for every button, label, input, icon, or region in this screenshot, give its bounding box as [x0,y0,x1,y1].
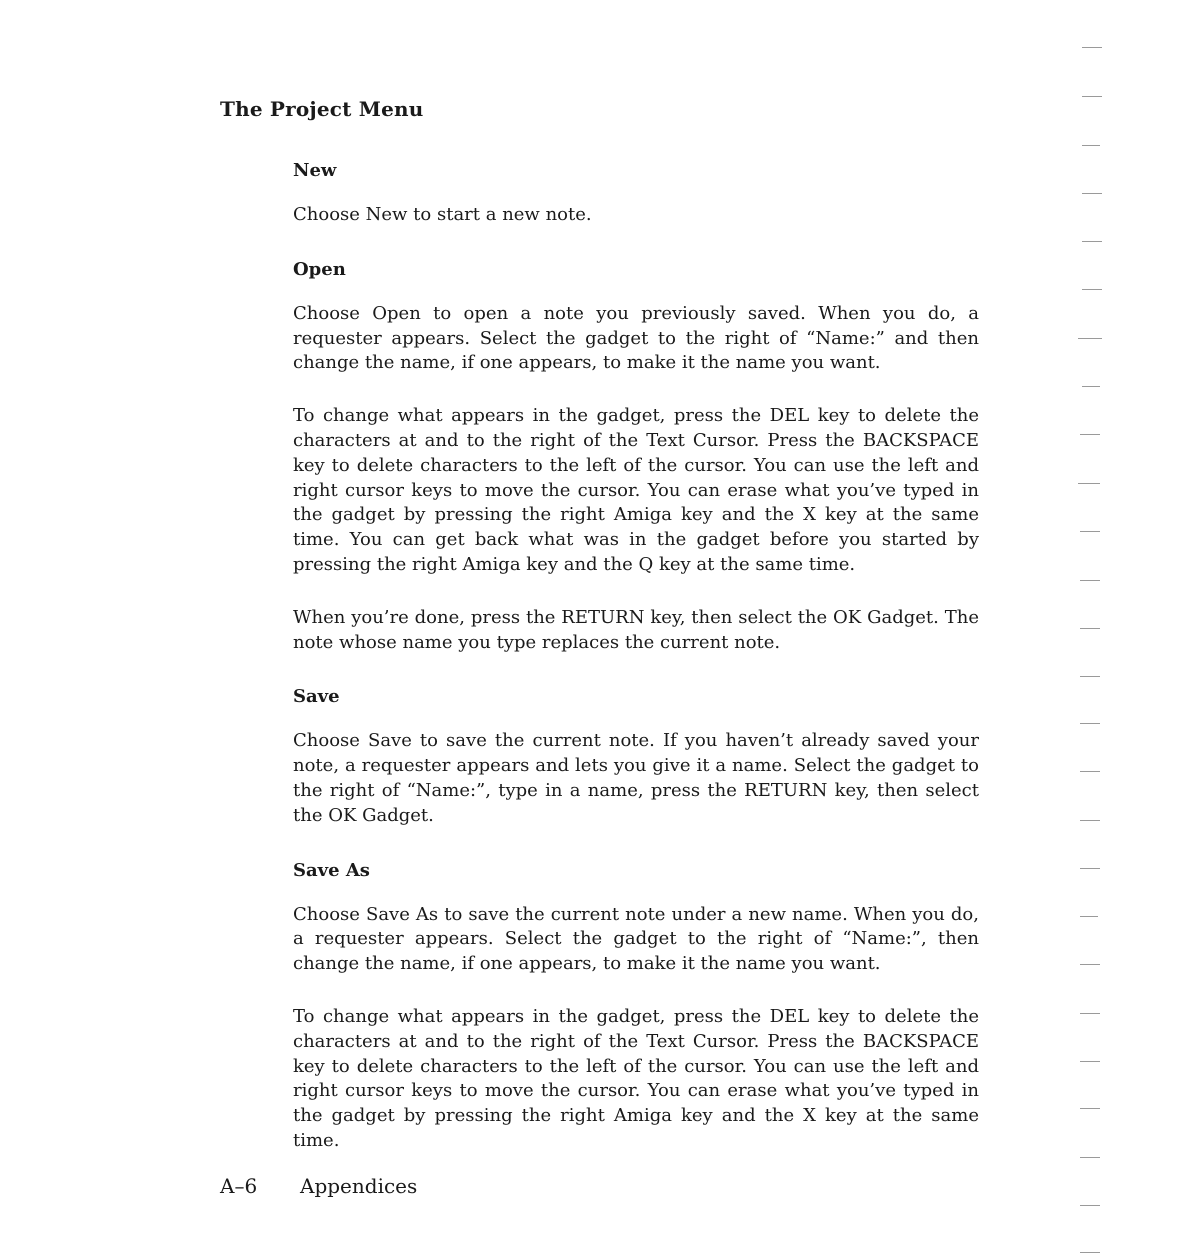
paragraph: To change what appears in the gadget, press the DEL key to delete the characters at and to the right of the Text Cursor. Press the BACKSPACE key to delete characters to the left of the cursor. You can use the left and right cursor keys to move the cursor. You can erase what you’ve typed in the gadget by pressing the right Amiga key and the X key at the same time. [293,1005,979,1151]
edge-mark [1080,723,1100,724]
edge-mark [1080,820,1100,821]
paragraph: Choose Save As to save the current note under a new name. When you do, a requester appears. Select the gadget to the right of “Name:”, then change the name, if one appears, to make it the name you want. [293,903,979,975]
edge-mark [1080,1157,1100,1158]
edge-mark [1082,47,1102,48]
edge-mark [1082,145,1100,146]
page-footer [220,1174,417,1198]
paragraph: To change what appears in the gadget, press the DEL key to delete the characters at and to the right of the Text Cursor. Press the BACKSPACE key to delete characters to the left of the cursor. You can use the left and right cursor keys to move the cursor. You can erase what you’ve typed in the gadget by pressing the right Amiga key and the X key at the same time. You can get back what was in the gadget before you started by pressing the right Amiga key and the Q key at the same time. [293,405,979,575]
paragraph: Choose New to start a new note. [293,204,592,225]
edge-mark [1082,386,1100,387]
page-title: The Project Menu [220,97,424,121]
edge-mark [1082,241,1102,242]
edge-mark [1078,483,1100,484]
section-save-as [293,857,979,1154]
edge-mark [1082,289,1102,290]
page-number: A–6 [220,1174,258,1198]
paragraph: When you’re done, press the RETURN key, then select the OK Gadget. The note whose name you type replaces the current note. [293,606,979,653]
section-open [293,256,979,656]
edge-mark [1080,1205,1100,1206]
edge-mark [1080,1013,1100,1014]
edge-mark [1080,964,1100,965]
edge-mark [1080,916,1098,917]
section-heading: Open [293,258,346,280]
edge-mark [1082,96,1102,97]
binding-edge-marks [1068,0,1108,1258]
edge-mark [1080,868,1100,869]
edge-mark [1080,531,1100,532]
paragraph: Choose Save to save the current note. If you haven’t already saved your note, a requester appears and lets you give it a name. Select the gadget to the right of “Name:”, type in a name, press the RETURN key, then select the OK Gadget. [293,730,979,826]
edge-mark [1080,771,1100,772]
edge-mark [1080,434,1100,435]
section-new [293,157,979,228]
edge-mark [1080,1252,1100,1253]
footer-section-name: Appendices [300,1174,418,1198]
section-heading: Save As [293,859,370,881]
section-heading: Save [293,686,340,708]
document-body [293,157,979,1182]
section-save [293,683,979,828]
edge-mark [1080,1061,1100,1062]
paragraph: Choose Open to open a note you previously saved. When you do, a requester appears. Select the gadget to the right of “Name:” and then change the name, if one appears, to make it the name you want. [293,302,979,374]
section-heading: New [293,160,337,181]
edge-mark [1080,628,1100,629]
edge-mark [1080,676,1100,677]
edge-mark [1080,1108,1100,1109]
edge-mark [1078,338,1102,339]
edge-mark [1082,193,1102,194]
edge-mark [1080,580,1100,581]
